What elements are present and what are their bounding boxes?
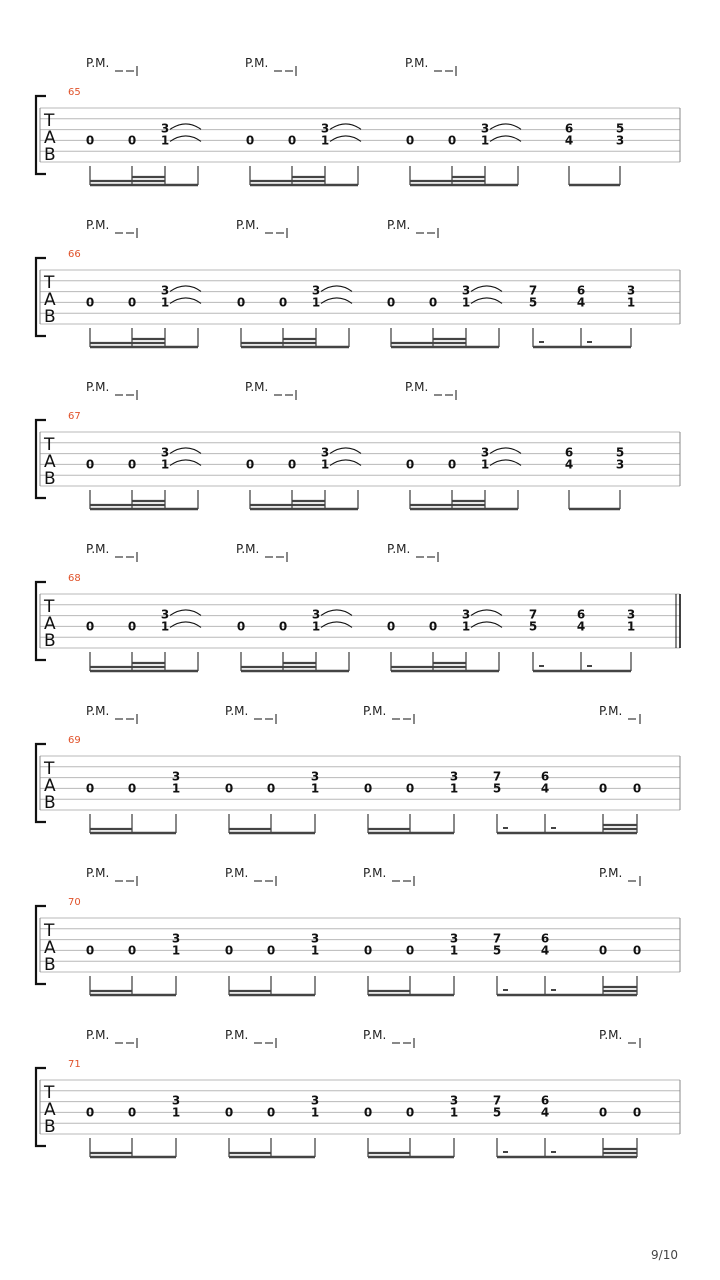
palm-mute-label: P.M.: [387, 218, 411, 232]
fret-number: 1: [310, 1105, 320, 1120]
fret-number: 1: [311, 619, 321, 634]
fret-number: 0: [363, 781, 373, 796]
fret-number: 1: [171, 943, 181, 958]
fret-number: 3: [160, 283, 170, 298]
fret-number: 3: [311, 607, 321, 622]
page-number: 9/10: [651, 1248, 678, 1262]
tab-clef-letter: B: [44, 307, 56, 327]
fret-number: 3: [160, 121, 170, 136]
fret-number: 3: [461, 283, 471, 298]
bend-arc: [170, 448, 201, 454]
beat-group: [493, 931, 641, 995]
fret-number: 4: [576, 619, 586, 634]
fret-number: 0: [405, 133, 415, 148]
tab-clef-letter: A: [44, 452, 56, 472]
beat-group: [387, 283, 502, 347]
fret-number: 5: [492, 943, 502, 958]
palm-mute-label: P.M.: [363, 866, 387, 880]
palm-mute-label: P.M.: [86, 542, 110, 556]
palm-mute-label: P.M.: [236, 218, 260, 232]
fret-number: 6: [576, 607, 586, 622]
fret-number: 0: [127, 781, 137, 796]
palm-mute-label: P.M.: [599, 1028, 623, 1042]
beat-group: [493, 769, 641, 833]
fret-number: 1: [480, 133, 490, 148]
fret-number: 1: [160, 295, 170, 310]
fret-number: 1: [160, 457, 170, 472]
tab-clef-letter: T: [44, 111, 55, 131]
fret-number: 0: [224, 781, 234, 796]
palm-mute-label: P.M.: [225, 1028, 249, 1042]
fret-number: 3: [171, 931, 181, 946]
palm-mute-label: P.M.: [225, 704, 249, 718]
fret-number: 0: [85, 781, 95, 796]
fret-number: 6: [564, 445, 574, 460]
bar-number: 70: [68, 897, 81, 908]
fret-number: 0: [127, 1105, 137, 1120]
fret-number: 3: [449, 931, 459, 946]
fret-number: 6: [540, 769, 550, 784]
palm-mute-label: P.M.: [225, 866, 249, 880]
fret-number: 1: [461, 295, 471, 310]
bend-arc: [490, 124, 521, 130]
fret-number: 0: [447, 133, 457, 148]
fret-number: 0: [405, 781, 415, 796]
fret-number: 0: [278, 295, 288, 310]
fret-number: 1: [171, 1105, 181, 1120]
fret-number: 7: [528, 283, 538, 298]
fret-number: 3: [310, 931, 320, 946]
palm-mute-label: P.M.: [86, 380, 110, 394]
fret-number: 0: [278, 619, 288, 634]
fret-number: 3: [615, 457, 625, 472]
tab-clef-letter: A: [44, 938, 56, 958]
palm-mute-label: P.M.: [86, 866, 110, 880]
fret-number: 0: [245, 133, 255, 148]
fret-number: 1: [320, 133, 330, 148]
bend-arc: [330, 124, 361, 130]
beat-group: [86, 769, 180, 833]
bend-arc: [321, 610, 352, 616]
fret-number: 0: [405, 457, 415, 472]
fret-number: 3: [320, 445, 330, 460]
beat-group: [364, 1093, 458, 1157]
tab-clef-letter: T: [44, 759, 55, 779]
fret-number: 0: [85, 943, 95, 958]
bend-arc: [170, 286, 201, 292]
tab-clef-letter: T: [44, 921, 55, 941]
fret-number: 3: [320, 121, 330, 136]
tab-system-70: [36, 866, 680, 995]
bend-arc: [330, 448, 361, 454]
fret-number: 3: [310, 769, 320, 784]
fret-number: 0: [266, 781, 276, 796]
beat-group: [225, 931, 319, 995]
fret-number: 7: [492, 931, 502, 946]
beat-group: [364, 931, 458, 995]
fret-number: 3: [311, 283, 321, 298]
fret-number: 0: [598, 781, 608, 796]
fret-number: 0: [85, 1105, 95, 1120]
tab-clef-letter: B: [44, 469, 56, 489]
fret-number: 0: [405, 1105, 415, 1120]
fret-number: 4: [564, 457, 574, 472]
fret-number: 0: [266, 943, 276, 958]
fret-number: 0: [287, 133, 297, 148]
fret-number: 4: [540, 943, 550, 958]
fret-number: 1: [461, 619, 471, 634]
fret-number: 0: [598, 1105, 608, 1120]
bend-arc: [490, 448, 521, 454]
beat-group: [364, 769, 458, 833]
tab-system-68: [36, 542, 680, 671]
palm-mute-label: P.M.: [599, 704, 623, 718]
bend-arc: [321, 286, 352, 292]
tab-clef-letter: B: [44, 955, 56, 975]
tab-clef-letter: A: [44, 1100, 56, 1120]
bar-number: 71: [68, 1059, 81, 1070]
fret-number: 3: [449, 1093, 459, 1108]
bar-number: 66: [68, 249, 81, 260]
fret-number: 7: [492, 769, 502, 784]
tab-clef-letter: B: [44, 145, 56, 165]
fret-number: 0: [127, 133, 137, 148]
fret-number: 1: [449, 781, 459, 796]
fret-number: 6: [576, 283, 586, 298]
beat-group: [529, 283, 635, 347]
fret-number: 1: [311, 295, 321, 310]
beat-group: [86, 931, 180, 995]
tab-system-71: [36, 1028, 680, 1157]
fret-number: 3: [449, 769, 459, 784]
tab-clef-letter: B: [44, 631, 56, 651]
fret-number: 0: [127, 457, 137, 472]
beat-group: [387, 607, 502, 671]
fret-number: 1: [449, 943, 459, 958]
fret-number: 4: [576, 295, 586, 310]
fret-number: 0: [598, 943, 608, 958]
fret-number: 0: [85, 133, 95, 148]
palm-mute-label: P.M.: [86, 1028, 110, 1042]
tab-clef-letter: A: [44, 290, 56, 310]
fret-number: 3: [480, 121, 490, 136]
fret-number: 0: [266, 1105, 276, 1120]
fret-number: 7: [528, 607, 538, 622]
fret-number: 0: [632, 943, 642, 958]
fret-number: 0: [405, 943, 415, 958]
fret-number: 4: [540, 1105, 550, 1120]
fret-number: 0: [224, 1105, 234, 1120]
fret-number: 0: [428, 619, 438, 634]
fret-number: 3: [160, 607, 170, 622]
fret-number: 1: [480, 457, 490, 472]
fret-number: 7: [492, 1093, 502, 1108]
beat-group: [237, 283, 352, 347]
fret-number: 0: [127, 295, 137, 310]
bend-arc: [170, 124, 201, 130]
beat-group: [529, 607, 635, 671]
fret-number: 0: [236, 295, 246, 310]
beat-group: [493, 1093, 641, 1157]
tab-system-67: [36, 380, 680, 509]
bend-arc: [471, 286, 502, 292]
palm-mute-label: P.M.: [245, 380, 269, 394]
palm-mute-label: P.M.: [405, 380, 429, 394]
bend-arc: [170, 610, 201, 616]
fret-number: 0: [386, 295, 396, 310]
fret-number: 1: [310, 943, 320, 958]
fret-number: 0: [245, 457, 255, 472]
palm-mute-label: P.M.: [86, 704, 110, 718]
fret-number: 5: [615, 121, 625, 136]
palm-mute-label: P.M.: [363, 704, 387, 718]
beat-group: [237, 607, 352, 671]
fret-number: 3: [480, 445, 490, 460]
fret-number: 0: [447, 457, 457, 472]
palm-mute-label: P.M.: [405, 56, 429, 70]
fret-number: 1: [626, 295, 636, 310]
fret-number: 0: [632, 781, 642, 796]
beat-group: [406, 121, 521, 185]
fret-number: 3: [310, 1093, 320, 1108]
tab-clef-letter: T: [44, 435, 55, 455]
bar-number: 69: [68, 735, 81, 746]
fret-number: 0: [363, 943, 373, 958]
fret-number: 1: [310, 781, 320, 796]
fret-number: 0: [287, 457, 297, 472]
fret-number: 5: [528, 619, 538, 634]
fret-number: 0: [236, 619, 246, 634]
palm-mute-label: P.M.: [363, 1028, 387, 1042]
beat-group: [406, 445, 521, 509]
tab-clef-letter: A: [44, 128, 56, 148]
fret-number: 3: [160, 445, 170, 460]
palm-mute-label: P.M.: [236, 542, 260, 556]
beat-group: [246, 445, 361, 509]
beat-group: [246, 121, 361, 185]
bar-number: 65: [68, 87, 81, 98]
fret-number: 3: [171, 1093, 181, 1108]
fret-number: 3: [626, 607, 636, 622]
palm-mute-label: P.M.: [245, 56, 269, 70]
fret-number: 5: [492, 1105, 502, 1120]
fret-number: 1: [171, 781, 181, 796]
beat-group: [86, 283, 201, 347]
beat-group: [565, 121, 624, 185]
tab-clef-letter: A: [44, 776, 56, 796]
fret-number: 4: [564, 133, 574, 148]
bar-number: 67: [68, 411, 81, 422]
fret-number: 0: [386, 619, 396, 634]
fret-number: 0: [85, 619, 95, 634]
fret-number: 6: [540, 931, 550, 946]
tab-system-65: [36, 56, 680, 185]
tab-clef-letter: T: [44, 1083, 55, 1103]
tab-clef-letter: B: [44, 1117, 56, 1137]
fret-number: 0: [363, 1105, 373, 1120]
fret-number: 0: [428, 295, 438, 310]
tab-clef-letter: T: [44, 273, 55, 293]
beat-group: [225, 769, 319, 833]
fret-number: 5: [615, 445, 625, 460]
tab-clef-letter: T: [44, 597, 55, 617]
fret-number: 3: [626, 283, 636, 298]
fret-number: 1: [626, 619, 636, 634]
fret-number: 1: [320, 457, 330, 472]
fret-number: 0: [127, 619, 137, 634]
fret-number: 3: [615, 133, 625, 148]
palm-mute-label: P.M.: [387, 542, 411, 556]
palm-mute-label: P.M.: [86, 56, 110, 70]
beat-group: [225, 1093, 319, 1157]
palm-mute-label: P.M.: [86, 218, 110, 232]
fret-number: 0: [632, 1105, 642, 1120]
beat-group: [565, 445, 624, 509]
palm-mute-label: P.M.: [599, 866, 623, 880]
fret-number: 0: [127, 943, 137, 958]
fret-number: 3: [461, 607, 471, 622]
fret-number: 1: [160, 619, 170, 634]
fret-number: 5: [528, 295, 538, 310]
tab-clef-letter: B: [44, 793, 56, 813]
fret-number: 6: [564, 121, 574, 136]
tab-system-66: [36, 218, 680, 347]
bend-arc: [471, 610, 502, 616]
fret-number: 4: [540, 781, 550, 796]
beat-group: [86, 607, 201, 671]
fret-number: 1: [449, 1105, 459, 1120]
fret-number: 3: [171, 769, 181, 784]
beat-group: [86, 445, 201, 509]
tab-clef-letter: A: [44, 614, 56, 634]
fret-number: 6: [540, 1093, 550, 1108]
fret-number: 5: [492, 781, 502, 796]
fret-number: 1: [160, 133, 170, 148]
tab-system-69: [36, 704, 680, 833]
bar-number: 68: [68, 573, 81, 584]
beat-group: [86, 121, 201, 185]
fret-number: 0: [85, 295, 95, 310]
fret-number: 0: [85, 457, 95, 472]
beat-group: [86, 1093, 180, 1157]
fret-number: 0: [224, 943, 234, 958]
